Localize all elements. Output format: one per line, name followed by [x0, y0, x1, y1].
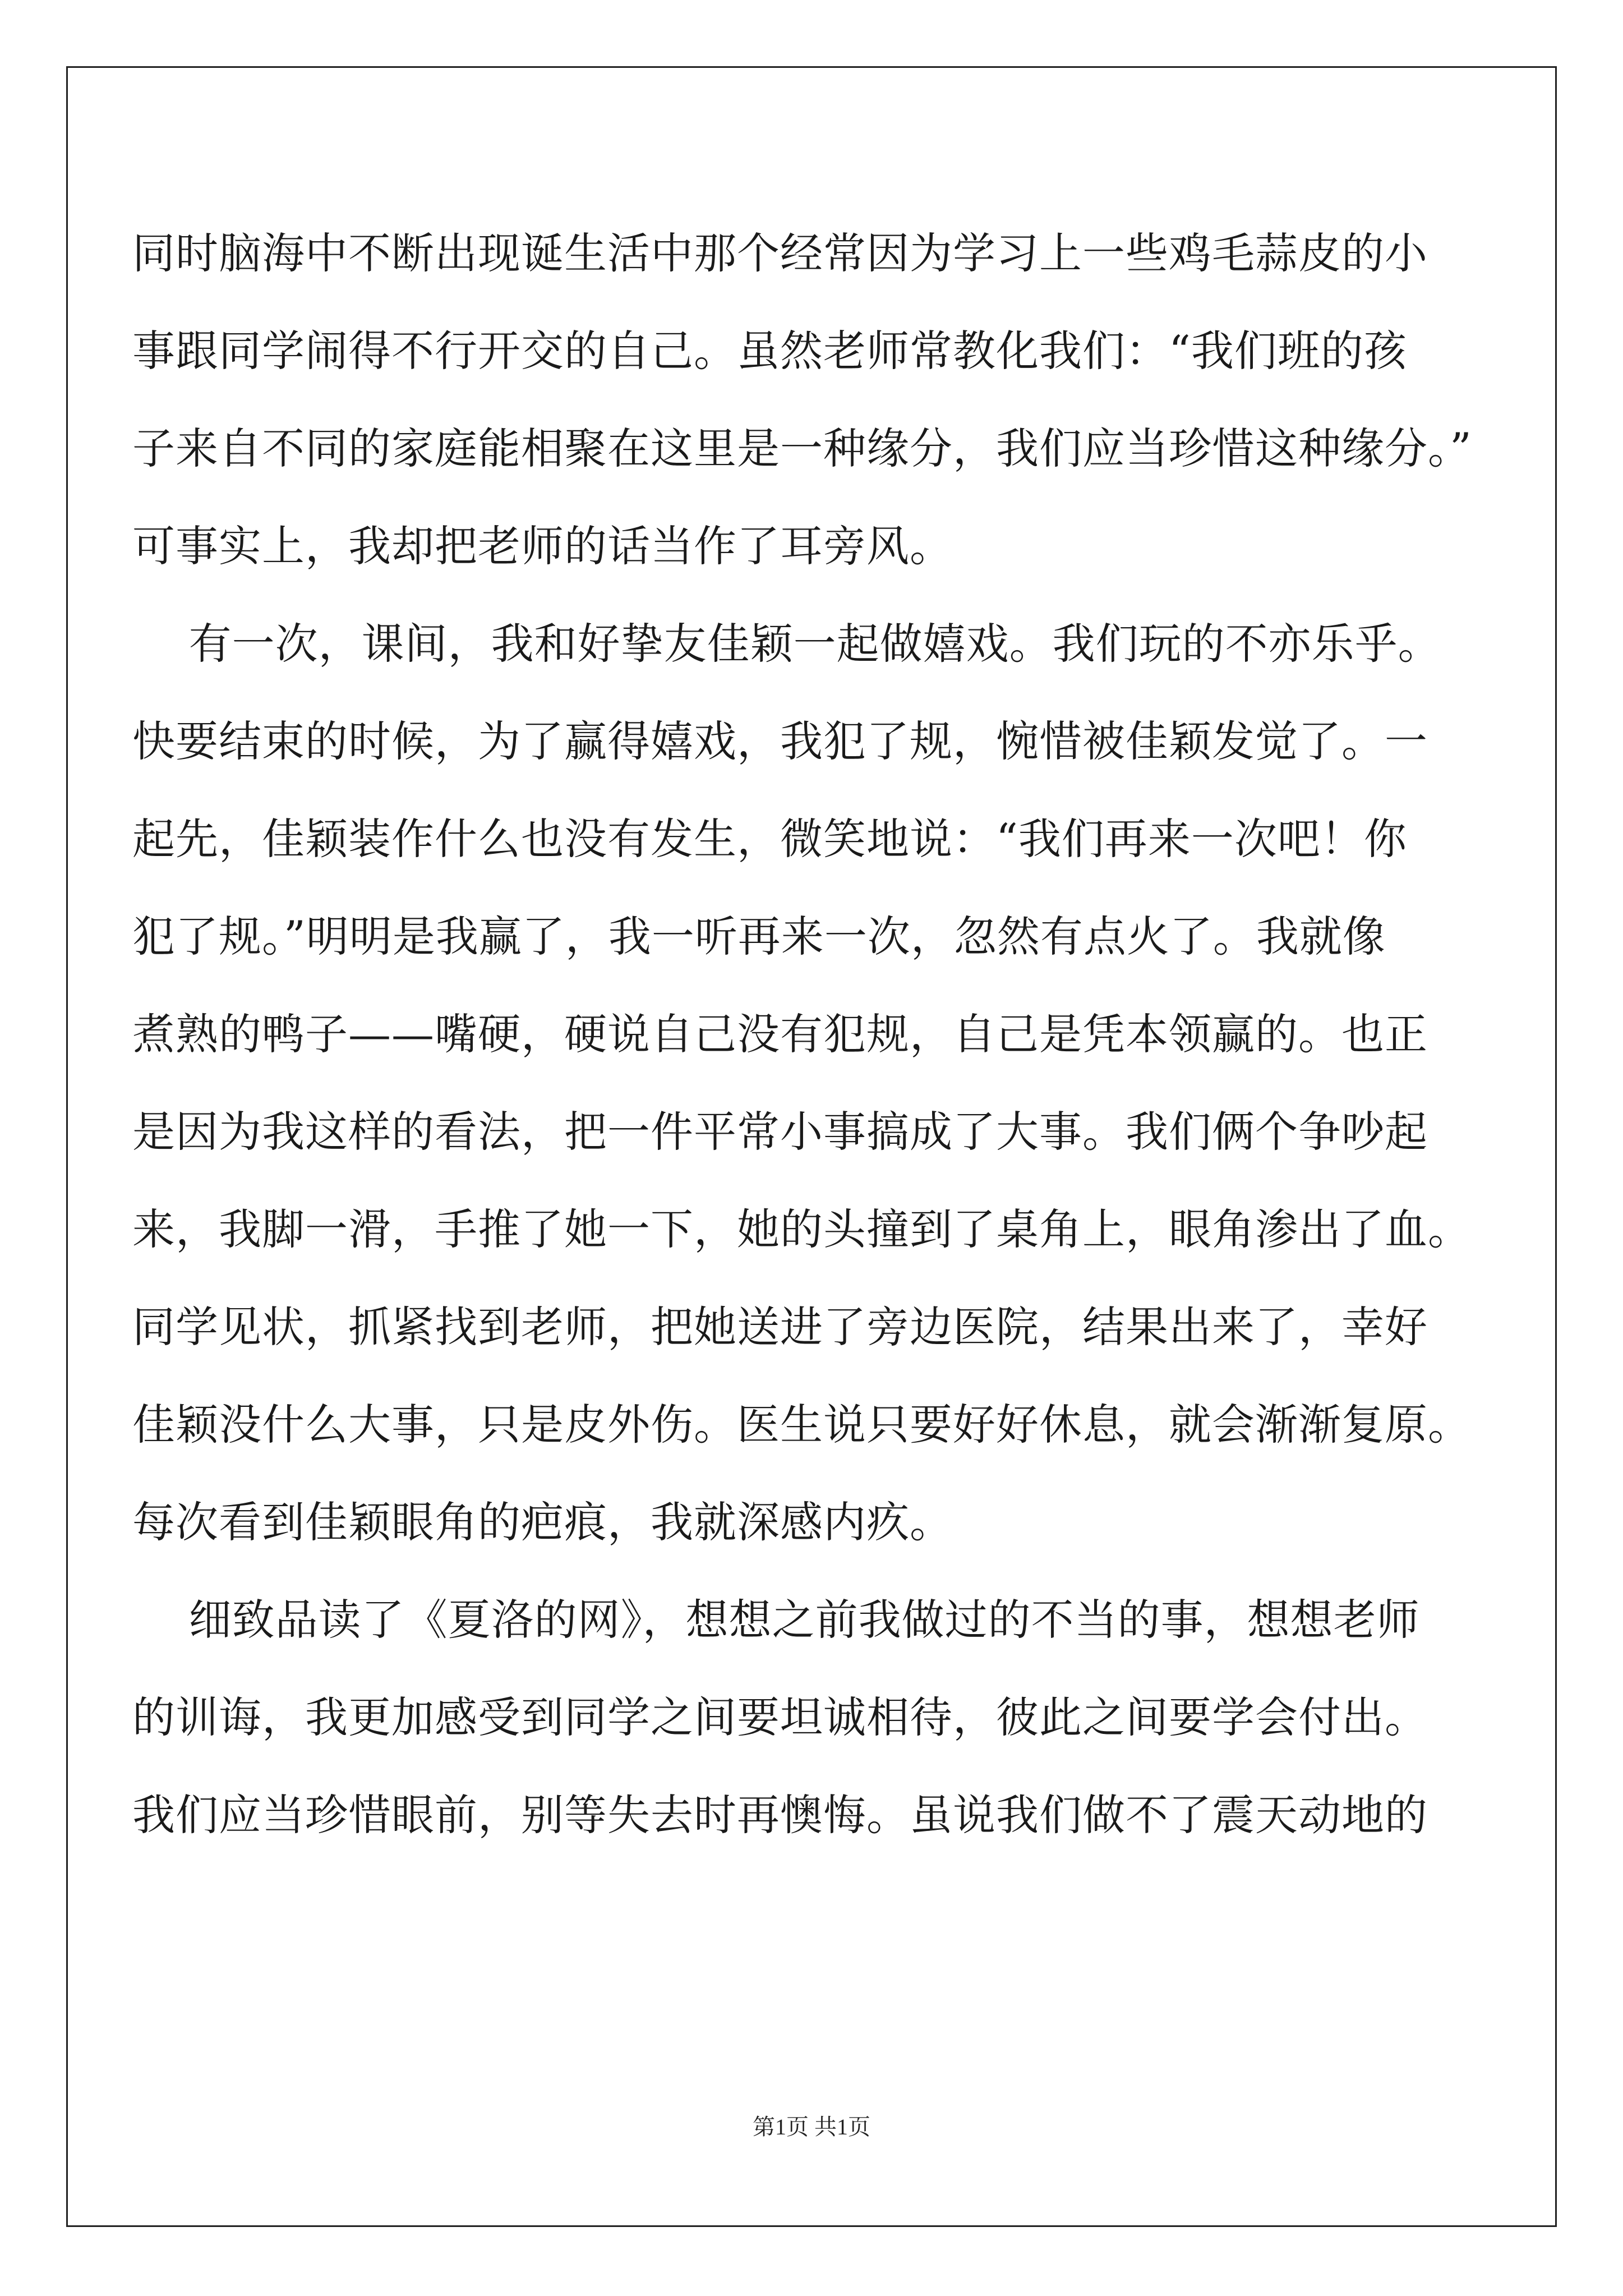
- text-line: 有一次，课间，我和好挚友佳颖一起做嬉戏。我们玩的不亦乐乎。: [132, 619, 1441, 669]
- text-line: 起先，佳颖装作什么也没有发生，微笑地说：“我们再来一次吧！你: [132, 814, 1407, 864]
- text-line: 快要结束的时候，为了赢得嬉戏，我犯了规，惋惜被佳颖发觉了。一: [132, 716, 1428, 766]
- text-line: 事跟同学闹得不行开交的自己。虽然老师常教化我们：“我们班的孩: [132, 326, 1407, 376]
- page-number: 第1页 共1页: [753, 2114, 870, 2139]
- text-line: 来，我脚一滑，手推了她一下，她的头撞到了桌角上，眼角渗出了血。: [132, 1204, 1471, 1254]
- text-line: 是因为我这样的看法，把一件平常小事搞成了大事。我们俩个争吵起: [132, 1107, 1428, 1157]
- text-line: 佳颖没什么大事，只是皮外伤。医生说只要好好休息，就会渐渐复原。: [132, 1400, 1471, 1450]
- text-line: 同学见状，抓紧找到老师，把她送进了旁边医院，结果出来了，幸好: [132, 1302, 1428, 1352]
- text-line: 煮熟的鸭子——嘴硬，硬说自己没有犯规，自己是凭本领赢的。也正: [132, 1009, 1428, 1059]
- text-line: 每次看到佳颖眼角的疤痕，我就深感内疚。: [132, 1497, 953, 1547]
- text-line: 子来自不同的家庭能相聚在这里是一种缘分，我们应当珍惜这种缘分。”: [132, 424, 1472, 473]
- text-line: 可事实上，我却把老师的话当作了耳旁风。: [132, 521, 953, 571]
- document-body: [132, 205, 1501, 1864]
- text-line: 细致品读了《夏洛的网》，想想之前我做过的不当的事，想想老师: [132, 1595, 1420, 1645]
- text-line: 我们应当珍惜眼前，别等失去时再懊悔。虽说我们做不了震天动地的: [132, 1790, 1428, 1840]
- text-line: 同时脑海中不断出现诞生活中那个经常因为学习上一些鸡毛蒜皮的小: [132, 228, 1428, 278]
- text-line: 犯了规。”明明是我赢了，我一听再来一次，忽然有点火了。我就像: [132, 912, 1386, 961]
- text-line: 的训诲，我更加感受到同学之间要坦诚相待，彼此之间要学会付出。: [132, 1692, 1428, 1742]
